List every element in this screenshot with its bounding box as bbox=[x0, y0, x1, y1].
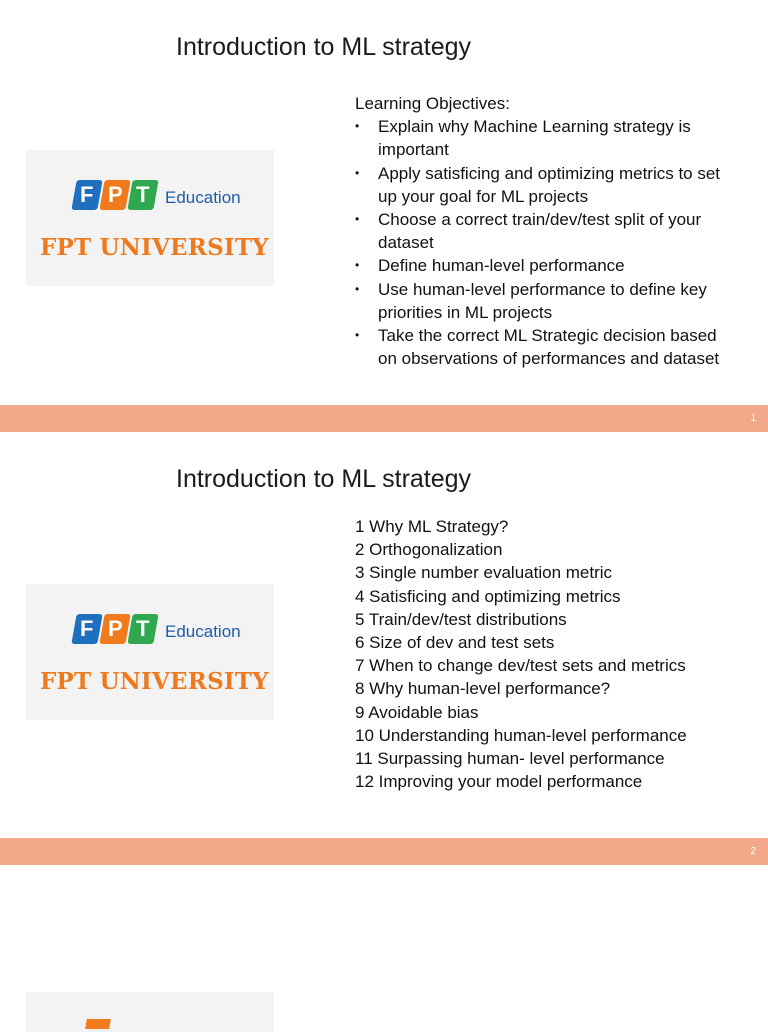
fpt-education-logo bbox=[26, 584, 274, 720]
logo-tile-fragment bbox=[85, 1019, 111, 1029]
slide-divider-bar bbox=[0, 405, 768, 432]
list-item: • Take the correct ML Strategic decision based on observations of performances and dataset bbox=[355, 324, 740, 370]
slide-1 bbox=[0, 0, 768, 405]
list-item: 6 Size of dev and test sets bbox=[355, 633, 555, 653]
list-item: • Choose a correct train/dev/test split of your dataset bbox=[355, 208, 740, 254]
logo-letter-f: F bbox=[71, 180, 102, 210]
list-item: 11 Surpassing human- level performance bbox=[355, 749, 665, 769]
list-item: 5 Train/dev/test distributions bbox=[355, 609, 567, 629]
list-item: 8 Why human-level performance? bbox=[355, 679, 611, 699]
logo-university-text: FPT UNIVERSITY bbox=[40, 234, 269, 261]
logo-letter-t: T bbox=[127, 614, 158, 644]
topics bbox=[355, 515, 740, 793]
list-item: 2 Orthogonalization bbox=[355, 540, 503, 560]
slide-title: Introduction to ML strategy bbox=[176, 465, 472, 493]
logo-university-text: FPT UNIVERSITY bbox=[40, 668, 269, 695]
list-item: 3 Single number evaluation metric bbox=[355, 563, 613, 583]
learning-objectives bbox=[355, 92, 740, 370]
logo-letter-f: F bbox=[71, 614, 102, 644]
page-number: 1 bbox=[750, 413, 756, 424]
list-item: 10 Understanding human-level performance bbox=[355, 725, 687, 745]
list-item: 12 Improving your model performance bbox=[355, 772, 643, 792]
logo-education-text: Education bbox=[165, 188, 241, 207]
slide-title: Introduction to ML strategy bbox=[176, 33, 472, 61]
logo-letter-p: P bbox=[99, 180, 130, 210]
list-item: 1 Why ML Strategy? bbox=[355, 517, 509, 536]
page-number: 2 bbox=[750, 846, 756, 857]
list-item: • Apply satisficing and optimizing metrics to set up your goal for ML projects bbox=[355, 162, 740, 208]
slide-3 bbox=[0, 865, 768, 1024]
list-item: 7 When to change dev/test sets and metrics bbox=[355, 656, 686, 676]
list-item: • Use human-level performance to define key priorities in ML projects bbox=[355, 278, 740, 324]
list-item: 4 Satisficing and optimizing metrics bbox=[355, 586, 621, 606]
logo-letter-t: T bbox=[127, 180, 158, 210]
list-item: • Explain why Machine Learning strategy is important bbox=[355, 115, 740, 161]
list-item: • Define human-level performance bbox=[355, 254, 740, 277]
logo-fragment bbox=[26, 992, 274, 1032]
logo-education-text: Education bbox=[165, 622, 241, 641]
objectives-list bbox=[355, 115, 740, 370]
list-item: 9 Avoidable bias bbox=[355, 702, 479, 722]
topic-list bbox=[355, 515, 740, 793]
slide-divider-bar bbox=[0, 838, 768, 865]
fpt-education-logo bbox=[26, 150, 274, 286]
logo-letter-p: P bbox=[99, 614, 130, 644]
objectives-heading: Learning Objectives: bbox=[355, 94, 510, 113]
slide-2 bbox=[0, 432, 768, 837]
